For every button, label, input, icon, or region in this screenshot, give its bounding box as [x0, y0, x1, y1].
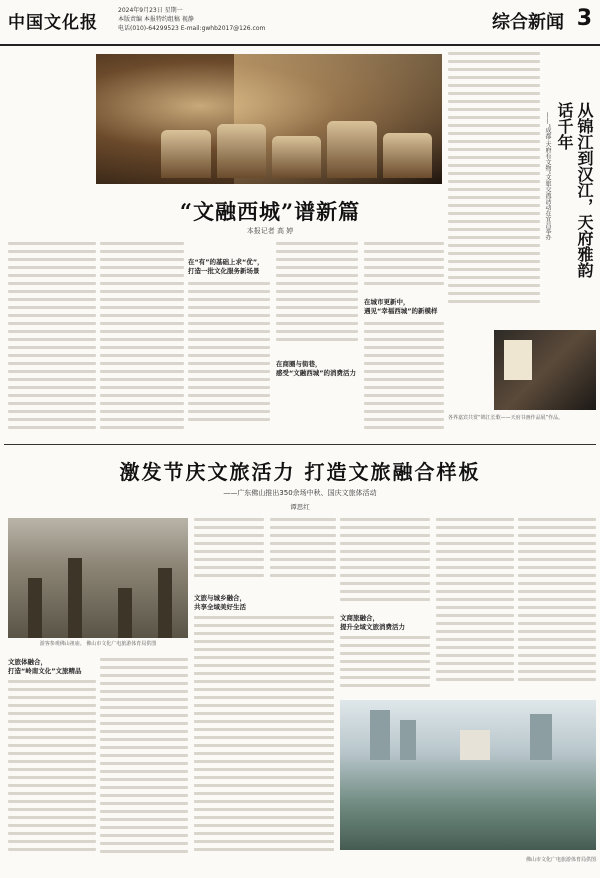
- performer: [217, 124, 266, 178]
- sub-head-lower-2: 文旅与城乡融合， 共享全域美好生活: [194, 594, 246, 611]
- lower-article-column-5: [270, 518, 336, 588]
- performer: [161, 130, 210, 178]
- building-silhouette: [28, 578, 42, 638]
- page-number: 3: [576, 6, 592, 31]
- lower-article-column-9: [518, 518, 596, 694]
- photo-right-caption: 佛山市文化广电旅游体育局供图: [525, 857, 596, 863]
- performer: [383, 133, 432, 178]
- side-feature-photo-caption: 各界嘉宾共赏“锦江长歌——天府书画作品展”作品。: [448, 415, 564, 421]
- contact-line: 电话(010)-64299523 E-mail:gwhb2017@126.com: [118, 25, 266, 32]
- masthead-meta: [118, 6, 265, 33]
- building-silhouette: [158, 568, 172, 638]
- editor-line: 本版责编 本报特约组稿 视静: [118, 16, 194, 23]
- sub-head-top-1: 在“有”的基础上求“优”， 打造一批文化服务新场景: [188, 258, 264, 275]
- calligraphy-exhibition-photo: [494, 330, 596, 410]
- sub-head-lower-1: 文旅体融合， 打造“岭南文化”文旅精品: [8, 658, 82, 675]
- top-article-column-6: [364, 322, 444, 438]
- temple-visitors-photo: [8, 518, 188, 638]
- side-feature-subheadline: ——“成都·天府有文物”文旅交流活动在宜昌举办: [544, 112, 551, 241]
- performers: [106, 118, 432, 178]
- stage-performance-photo: [96, 54, 442, 184]
- lower-article-column-2: [100, 658, 188, 866]
- building-silhouette: [370, 710, 390, 760]
- lower-feature-headline: 激发节庆文旅活力 打造文旅融合样板: [119, 460, 481, 484]
- lower-article-column-8: [436, 518, 514, 694]
- performer: [272, 136, 321, 178]
- side-feature-body: [448, 52, 540, 322]
- top-article-column-4: [276, 242, 358, 354]
- top-article-column-5: [364, 242, 444, 294]
- photo-left-caption: 游客参观佛山祖庙。 佛山市文化广电旅游体育局供图: [39, 641, 157, 647]
- top-article-column-3: [188, 282, 270, 438]
- top-feature-headline: “文融西城”谱新篇: [179, 199, 361, 224]
- section-divider: [4, 444, 596, 445]
- scroll-artwork: [504, 340, 532, 380]
- newspaper-logo: 中国文化报: [8, 13, 98, 33]
- lower-feature-author: 谭思红: [290, 503, 310, 511]
- masthead: [0, 0, 600, 46]
- performer: [327, 121, 376, 178]
- lower-article-column-7: [340, 636, 430, 694]
- lower-article-column-4: [194, 616, 334, 866]
- sub-head-top-2: 在商圈与街巷， 感受“文融西城”的消费活力: [276, 360, 357, 377]
- city-waterfront-photo: [340, 700, 596, 850]
- side-feature-headline: 从锦江到汉江，天府雅韵话千年: [555, 102, 594, 278]
- sub-head-top-3: 在城市更新中， 遇见“幸福西城”的新模样: [364, 298, 438, 315]
- top-feature-byline: 本报记者 高 婷: [246, 227, 294, 235]
- building-silhouette: [530, 714, 552, 760]
- section-title: 综合新闻: [492, 12, 564, 33]
- lower-feature-subheadline: ——广东佛山推出350余场中秋、国庆文旅体活动: [223, 489, 377, 497]
- building-silhouette: [400, 720, 416, 760]
- lower-article-column-3: [194, 518, 264, 588]
- building-silhouette: [118, 588, 132, 638]
- building-silhouette: [68, 558, 82, 638]
- sub-head-lower-3: 文商旅融合， 提升全域文旅消费活力: [340, 614, 405, 631]
- lower-article-column-1: [8, 680, 96, 866]
- lower-article-column-6: [340, 518, 430, 608]
- top-article-column-1: [8, 242, 96, 438]
- top-article-column-2: [100, 242, 184, 438]
- building-silhouette: [460, 730, 490, 760]
- issue-date: 2024年9月23日 星期一: [118, 7, 183, 14]
